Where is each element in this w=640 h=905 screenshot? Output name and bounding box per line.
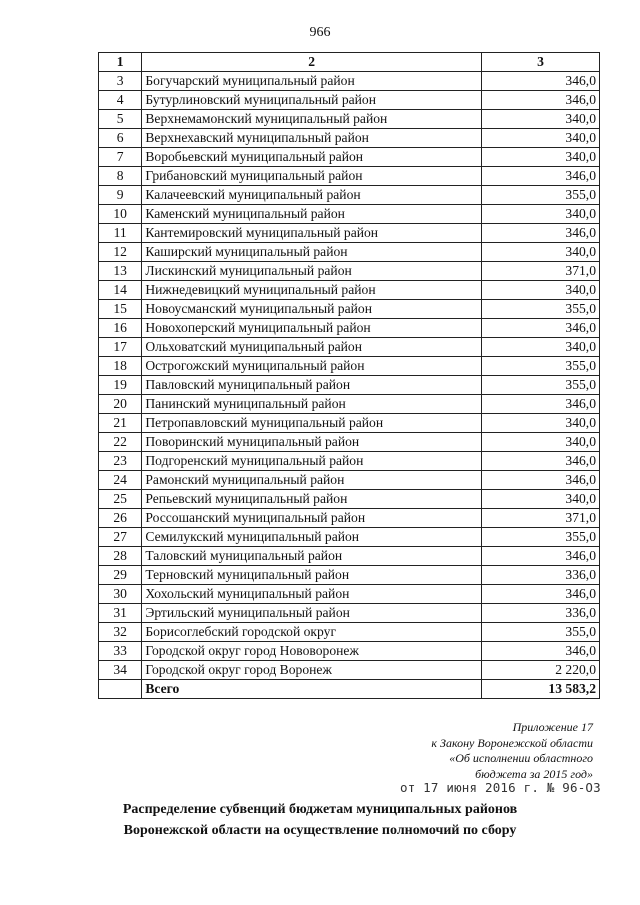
subsidy-amount: 355,0 <box>482 528 600 547</box>
subsidy-amount: 371,0 <box>482 262 600 281</box>
row-number: 16 <box>99 319 142 338</box>
heading-line: Воронежской области на осуществление полномочий по сбору <box>123 823 517 838</box>
subsidy-amount: 346,0 <box>482 452 600 471</box>
district-name: Таловский муниципальный район <box>142 547 482 566</box>
district-name: Лискинский муниципальный район <box>142 262 482 281</box>
row-number: 5 <box>99 110 142 129</box>
row-number: 8 <box>99 167 142 186</box>
district-name: Павловский муниципальный район <box>142 376 482 395</box>
subsidy-amount: 371,0 <box>482 509 600 528</box>
table-row <box>99 433 600 452</box>
table-row <box>99 224 600 243</box>
page-number: 966 <box>309 25 331 40</box>
table-row <box>99 490 600 509</box>
subsidy-amount: 340,0 <box>482 338 600 357</box>
column-header-amount: 3 <box>482 53 600 72</box>
district-name: Эртильский муниципальный район <box>142 604 482 623</box>
district-name: Ольховатский муниципальный район <box>142 338 482 357</box>
district-name: Калачеевский муниципальный район <box>142 186 482 205</box>
district-name: Верхнемамонский муниципальный район <box>142 110 482 129</box>
table-row <box>99 547 600 566</box>
heading-line: Распределение субвенций бюджетам муниципальных районов <box>122 802 518 817</box>
table-row <box>99 281 600 300</box>
row-number: 20 <box>99 395 142 414</box>
row-number: 12 <box>99 243 142 262</box>
row-number: 11 <box>99 224 142 243</box>
total-value: 13 583,2 <box>482 680 600 699</box>
row-number: 30 <box>99 585 142 604</box>
row-number: 18 <box>99 357 142 376</box>
table-row <box>99 357 600 376</box>
table-row <box>99 471 600 490</box>
row-number: 28 <box>99 547 142 566</box>
row-number: 22 <box>99 433 142 452</box>
column-header-number: 1 <box>99 53 142 72</box>
row-number: 13 <box>99 262 142 281</box>
row-number: 10 <box>99 205 142 224</box>
table-row <box>99 110 600 129</box>
table-row <box>99 91 600 110</box>
district-name: Городской округ город Воронеж <box>142 661 482 680</box>
row-number: 23 <box>99 452 142 471</box>
table-row <box>99 129 600 148</box>
subsidy-amount: 340,0 <box>482 205 600 224</box>
district-name: Нижнедевицкий муниципальный район <box>142 281 482 300</box>
table-row <box>99 395 600 414</box>
row-number: 26 <box>99 509 142 528</box>
subsidy-amount: 346,0 <box>482 224 600 243</box>
district-name: Воробьевский муниципальный район <box>142 148 482 167</box>
district-name: Бутурлиновский муниципальный район <box>142 91 482 110</box>
appendix-note <box>431 720 593 782</box>
table-row <box>99 148 600 167</box>
subsidy-amount: 346,0 <box>482 585 600 604</box>
subsidy-amount: 336,0 <box>482 604 600 623</box>
total-number-cell <box>99 680 142 699</box>
subsidy-amount: 340,0 <box>482 490 600 509</box>
row-number: 19 <box>99 376 142 395</box>
subsidy-amount: 355,0 <box>482 376 600 395</box>
table-row <box>99 528 600 547</box>
district-name: Новохоперский муниципальный район <box>142 319 482 338</box>
table-row <box>99 186 600 205</box>
subsidy-amount: 340,0 <box>482 414 600 433</box>
table-row <box>99 452 600 471</box>
table-row <box>99 262 600 281</box>
row-number: 25 <box>99 490 142 509</box>
table-row <box>99 72 600 91</box>
table-row <box>99 338 600 357</box>
subsidy-amount: 340,0 <box>482 243 600 262</box>
table-row <box>99 205 600 224</box>
subsidy-amount: 346,0 <box>482 547 600 566</box>
section-heading <box>0 799 640 841</box>
row-number: 3 <box>99 72 142 91</box>
district-name: Богучарский муниципальный район <box>142 72 482 91</box>
row-number: 27 <box>99 528 142 547</box>
district-name: Городской округ город Нововоронеж <box>142 642 482 661</box>
subsidy-amount: 346,0 <box>482 395 600 414</box>
subsidy-table <box>98 52 600 699</box>
district-name: Поворинский муниципальный район <box>142 433 482 452</box>
row-number: 24 <box>99 471 142 490</box>
table-row <box>99 566 600 585</box>
appendix-line: Приложение 17 <box>512 720 593 734</box>
table-row <box>99 300 600 319</box>
district-name: Панинский муниципальный район <box>142 395 482 414</box>
district-name: Каменский муниципальный район <box>142 205 482 224</box>
table-row <box>99 167 600 186</box>
row-number: 14 <box>99 281 142 300</box>
row-number: 29 <box>99 566 142 585</box>
appendix-line: к Закону Воронежской области <box>431 735 593 750</box>
subsidy-amount: 346,0 <box>482 167 600 186</box>
table-row <box>99 243 600 262</box>
district-name: Каширский муниципальный район <box>142 243 482 262</box>
row-number: 34 <box>99 661 142 680</box>
table-header-row <box>99 53 600 72</box>
total-row <box>99 680 600 699</box>
subsidy-amount: 355,0 <box>482 300 600 319</box>
total-label: Всего <box>142 680 482 699</box>
row-number: 21 <box>99 414 142 433</box>
district-name: Репьевский муниципальный район <box>142 490 482 509</box>
subsidy-amount: 340,0 <box>482 433 600 452</box>
subsidy-amount: 355,0 <box>482 186 600 205</box>
district-name: Семилукский муниципальный район <box>142 528 482 547</box>
district-name: Подгоренский муниципальный район <box>142 452 482 471</box>
district-name: Хохольский муниципальный район <box>142 585 482 604</box>
appendix-line: бюджета за 2015 год» <box>475 766 593 781</box>
district-name: Петропавловский муниципальный район <box>142 414 482 433</box>
subsidy-amount: 346,0 <box>482 91 600 110</box>
district-name: Острогожский муниципальный район <box>142 357 482 376</box>
district-name: Терновский муниципальный район <box>142 566 482 585</box>
district-name: Новоусманский муниципальный район <box>142 300 482 319</box>
subsidy-amount: 346,0 <box>482 642 600 661</box>
table-row <box>99 585 600 604</box>
subsidy-amount: 346,0 <box>482 471 600 490</box>
subsidy-amount: 355,0 <box>482 623 600 642</box>
district-name: Борисоглебский городской округ <box>142 623 482 642</box>
table-row <box>99 642 600 661</box>
subsidy-amount: 340,0 <box>482 110 600 129</box>
table-row <box>99 414 600 433</box>
subsidy-amount: 346,0 <box>482 72 600 91</box>
table-row <box>99 376 600 395</box>
date-stamp: от 17 июня 2016 г. № 96-ОЗ <box>400 780 601 795</box>
row-number: 33 <box>99 642 142 661</box>
subsidy-amount: 355,0 <box>482 357 600 376</box>
column-header-name: 2 <box>142 53 482 72</box>
row-number: 17 <box>99 338 142 357</box>
subsidy-amount: 340,0 <box>482 148 600 167</box>
district-name: Кантемировский муниципальный район <box>142 224 482 243</box>
row-number: 7 <box>99 148 142 167</box>
subsidy-amount: 340,0 <box>482 281 600 300</box>
table-row <box>99 604 600 623</box>
subsidy-amount: 340,0 <box>482 129 600 148</box>
district-name: Рамонский муниципальный район <box>142 471 482 490</box>
row-number: 6 <box>99 129 142 148</box>
district-name: Россошанский муниципальный район <box>142 509 482 528</box>
appendix-line: «Об исполнении областного <box>449 751 593 765</box>
table-row <box>99 623 600 642</box>
table-row <box>99 509 600 528</box>
row-number: 32 <box>99 623 142 642</box>
row-number: 4 <box>99 91 142 110</box>
table-row <box>99 319 600 338</box>
district-name: Грибановский муниципальный район <box>142 167 482 186</box>
row-number: 31 <box>99 604 142 623</box>
row-number: 15 <box>99 300 142 319</box>
subsidy-amount: 2 220,0 <box>482 661 600 680</box>
subsidy-amount: 346,0 <box>482 319 600 338</box>
row-number: 9 <box>99 186 142 205</box>
subsidy-amount: 336,0 <box>482 566 600 585</box>
table-row <box>99 661 600 680</box>
district-name: Верхнехавский муниципальный район <box>142 129 482 148</box>
